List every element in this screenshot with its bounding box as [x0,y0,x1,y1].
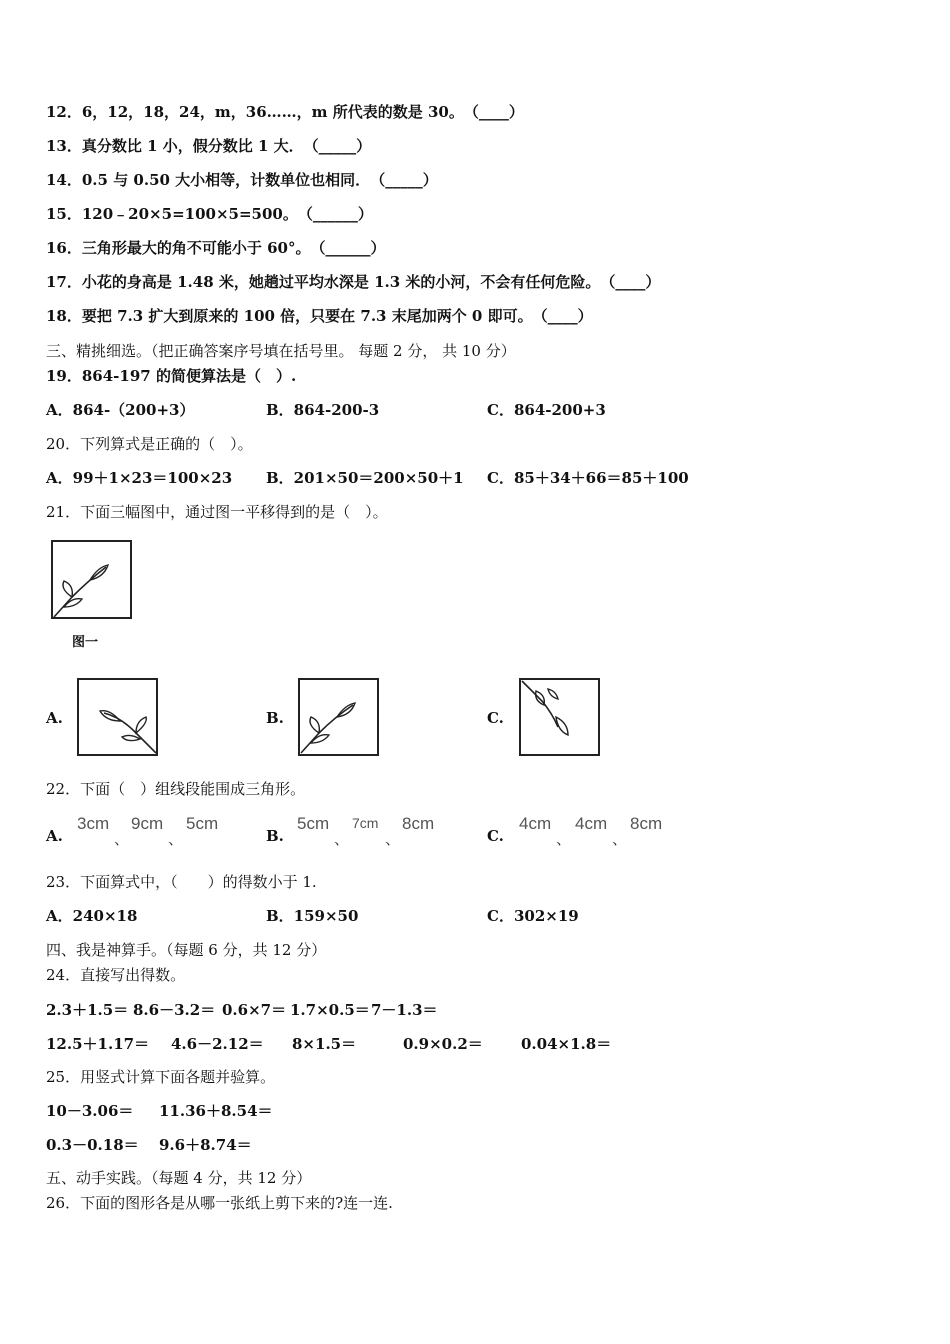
calc-item[interactable]: 8.6－3.2＝ [133,1001,216,1019]
option-a[interactable]: A．864-（200+3） [46,401,195,419]
separator: 、 [168,830,184,848]
answer-blank[interactable]: （____） [540,307,593,325]
separator: 、 [612,830,628,848]
question-26: 26．下面的图形各是从哪一张纸上剪下来的?连一连. [46,1194,393,1212]
segment-length: 4cm [519,814,552,833]
segment-length: 5cm [186,814,219,833]
question-22: 22．下面（ ）组线段能围成三角形。 [46,780,306,798]
option-a-leaf-icon[interactable] [76,677,160,757]
separator: 、 [114,830,130,848]
separator: 、 [385,830,401,848]
calc-item[interactable]: 9.6＋8.74＝ [159,1136,252,1154]
question-17: 17．小花的身高是 1.48 米，她趟过平均水深是 1.3 米的小河，不会有任何危险。 （____） [46,273,661,291]
calc-item[interactable]: 1.7×0.5＝ [290,1001,370,1019]
calc-item[interactable]: 2.3＋1.5＝ [46,1001,129,1019]
option-a[interactable]: A. [46,827,63,845]
segment-length: 8cm [630,814,663,833]
option-b[interactable]: B. [266,709,284,727]
segment-length: 3cm [77,814,110,833]
question-14: 14．0.5 与 0.50 大小相等，计数单位也相同． （_____） [46,171,438,189]
option-c[interactable]: C. [487,709,504,727]
option-b[interactable]: B. [266,827,284,845]
answer-blank[interactable]: （____） [607,273,661,291]
question-24: 24．直接写出得数。 [46,966,186,984]
answer-blank[interactable]: （_____） [311,137,372,155]
segment-length: 4cm [575,814,608,833]
question-20: 20．下列算式是正确的（ ）。 [46,435,253,453]
question-15: 15．120﹣20×5=100×5=500。 （______） [46,205,373,223]
calc-item[interactable]: 7－1.3＝ [371,1001,438,1019]
calc-item[interactable]: 12.5＋1.17＝ [46,1035,150,1053]
option-c-leaf-icon[interactable] [518,677,602,757]
answer-blank[interactable]: （____） [471,103,524,121]
answer-blank[interactable]: （______） [305,205,373,223]
answer-blank[interactable]: （_____） [377,171,438,189]
separator: 、 [334,830,350,848]
calc-item[interactable]: 11.36＋8.54＝ [159,1102,273,1120]
segment-length: 7cm [352,815,379,831]
calc-item[interactable]: 4.6－2.12＝ [171,1035,264,1053]
question-23: 23．下面算式中，（ ）的得数小于 1. [46,873,317,891]
calc-item[interactable]: 0.6×7＝ [222,1001,287,1019]
question-25: 25．用竖式计算下面各题并验算。 [46,1068,276,1086]
option-c[interactable]: C．864-200+3 [487,401,606,419]
option-b[interactable]: B．201×50＝200×50＋1 [266,469,464,487]
answer-blank[interactable]: （______） [318,239,386,257]
question-16: 16．三角形最大的角不可能小于 60°。 （______） [46,239,386,257]
question-12: 12．6，12，18，24，m，36……，m 所代表的数是 30。 （____） [46,103,524,121]
section-4-title: 四、我是神算手。（每题 6 分，共 12 分） [46,941,327,959]
question-19: 19．864-197 的简便算法是（ ）. [46,367,297,385]
segment-length: 5cm [297,814,330,833]
option-b-leaf-icon[interactable] [297,677,381,757]
calc-item[interactable]: 0.3－0.18＝ [46,1136,139,1154]
option-c[interactable]: C. [487,827,504,845]
separator: 、 [556,830,572,848]
option-a[interactable]: A．99＋1×23＝100×23 [46,469,233,487]
option-a[interactable]: A．240×18 [46,907,138,925]
calc-item[interactable]: 8×1.5＝ [292,1035,357,1053]
question-13: 13．真分数比 1 小，假分数比 1 大． （_____） [46,137,372,155]
figure-one-leaf-icon [50,539,134,621]
section-5-title: 五、动手实践。（每题 4 分，共 12 分） [46,1169,312,1187]
calc-item[interactable]: 10－3.06＝ [46,1102,134,1120]
option-a[interactable]: A. [46,709,63,727]
option-b[interactable]: B．864-200-3 [266,401,380,419]
segment-length: 8cm [402,814,435,833]
calc-item[interactable]: 0.9×0.2＝ [403,1035,483,1053]
question-21: 21．下面三幅图中，通过图一平移得到的是（ ）。 [46,503,388,521]
segment-length: 9cm [131,814,164,833]
question-18: 18．要把 7.3 扩大到原来的 100 倍，只要在 7.3 末尾加两个 0 即可。 （____） [46,307,593,325]
section-3-title: 三、精挑细选。（把正确答案序号填在括号里。 每题 2 分， 共 10 分） [46,342,516,360]
calc-item[interactable]: 0.04×1.8＝ [521,1035,612,1053]
figure-one-caption: 图一 [72,635,99,650]
option-c[interactable]: C．85＋34＋66＝85＋100 [487,469,689,487]
option-c[interactable]: C．302×19 [487,907,579,925]
option-b[interactable]: B．159×50 [266,907,359,925]
